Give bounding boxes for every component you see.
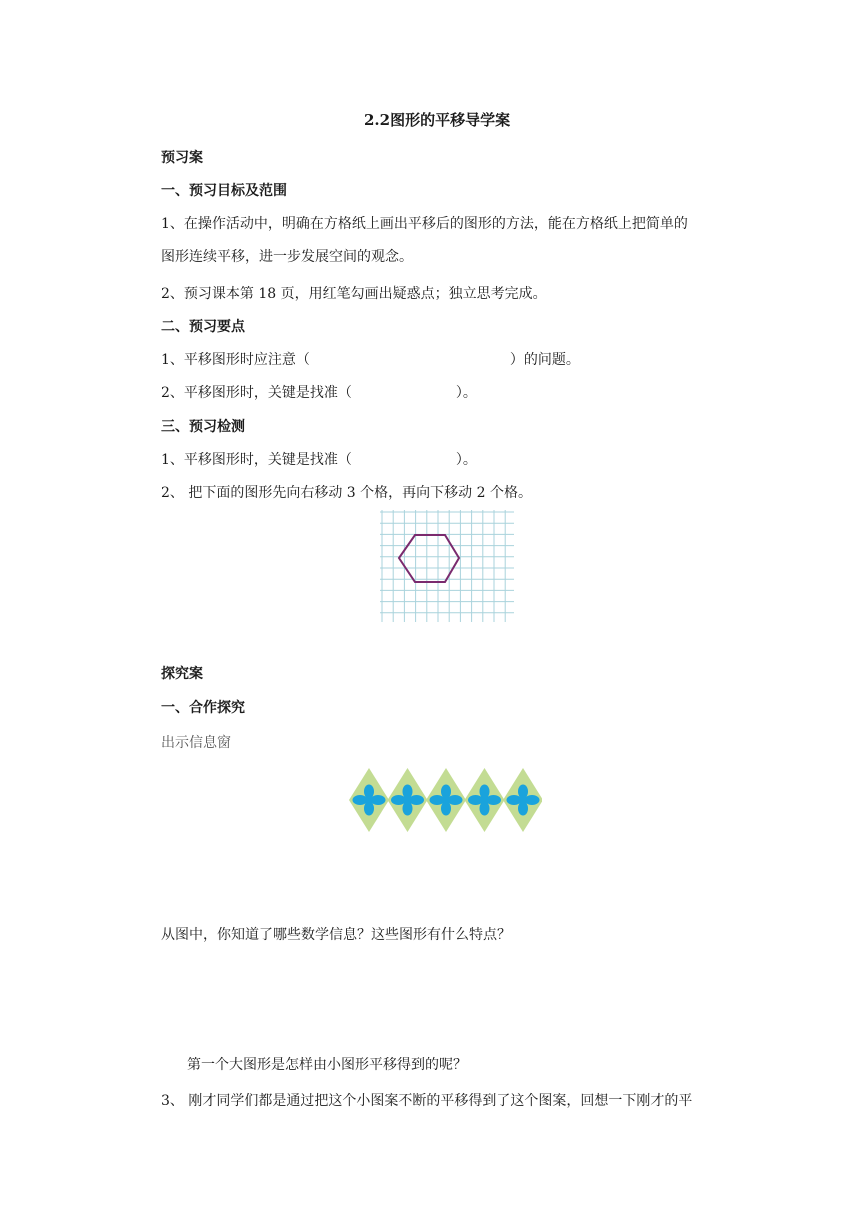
key-point-2-text: 2、平移图形时，关键是找准（ [161, 385, 352, 401]
goal-item-1-line1: 1、在操作活动中，明确在方格纸上画出平移后的图形的方法，能在方格纸上把简单的 [161, 216, 688, 232]
diamond-flower-unit [388, 768, 428, 832]
goal-item-2: 2、预习课本第 18 页，用红笔勾画出疑惑点；独立思考完成。 [161, 286, 547, 302]
flower-center [441, 795, 451, 805]
item-3: 3、 刚才同学们都是通过把这个小图案不断的平移得到了这个图案，回想一下刚才的平 [161, 1093, 693, 1109]
flower-center [480, 795, 490, 805]
key-point-2-suffix: ）。 [455, 385, 477, 401]
preview-heading: 预习案 [161, 150, 203, 166]
key-point-1-suffix: ）的问题。 [509, 352, 580, 368]
flower-center [518, 795, 528, 805]
diamond-flower-unit [426, 768, 466, 832]
question-1: 从图中，你知道了哪些数学信息？这些图形有什么特点？ [161, 927, 511, 943]
section-heading-goals: 一、预习目标及范围 [161, 183, 287, 199]
goal-item-1-line2: 图形连续平移，进一步发展空间的观念。 [161, 249, 413, 265]
key-point-1 [161, 350, 580, 370]
diamond-flower-unit [465, 768, 505, 832]
hexagon-shape [399, 535, 459, 582]
check-item-1-text: 1、平移图形时，关键是找准（ [161, 452, 352, 468]
check-item-2: 2、 把下面的图形先向右移动 3 个格，再向下移动 2 个格。 [161, 485, 532, 501]
question-2: 第一个大图形是怎样由小图形平移得到的呢？ [187, 1057, 467, 1073]
flower-center [364, 795, 374, 805]
key-point-2 [161, 383, 477, 403]
flower-center [403, 795, 413, 805]
diamond-flower-unit [349, 768, 389, 832]
diamond-flower-unit [503, 768, 542, 832]
section-heading-check: 三、预习检测 [161, 419, 245, 435]
check-item-1 [161, 450, 477, 470]
flower-pattern [346, 768, 542, 832]
grid-figure [380, 510, 514, 622]
grid-lines [380, 510, 514, 622]
section-heading-key-points: 二、预习要点 [161, 319, 245, 335]
page-title: 2.2图形的平移导学案 [364, 111, 511, 129]
section-heading-cooperative: 一、合作探究 [161, 700, 245, 716]
check-item-1-suffix: ）。 [455, 452, 477, 468]
info-window-label: 出示信息窗 [161, 735, 231, 751]
key-point-1-text: 1、平移图形时应注意（ [161, 352, 310, 368]
explore-heading: 探究案 [161, 666, 203, 682]
